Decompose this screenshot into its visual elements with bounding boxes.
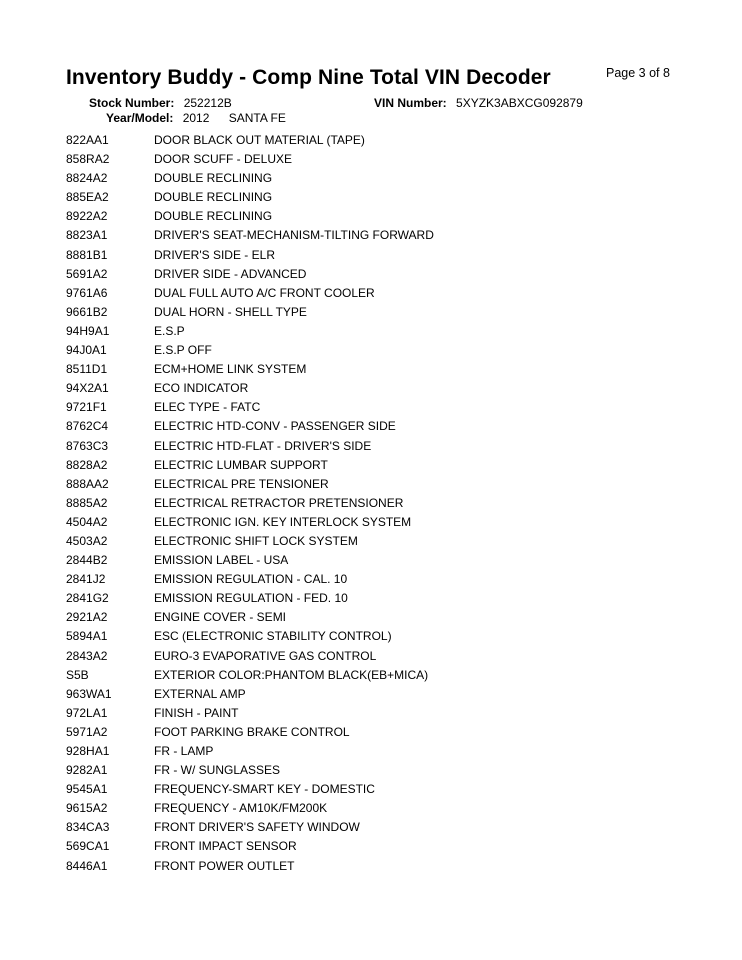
option-code: 8446A1: [66, 858, 108, 873]
list-item: [66, 150, 626, 169]
list-item: [66, 857, 626, 876]
option-code: 2843A2: [66, 648, 108, 663]
option-description: FR - LAMP: [154, 744, 214, 758]
option-code: 8762C4: [66, 419, 109, 434]
option-description: DOUBLE RECLINING: [154, 209, 273, 224]
option-code: 8763C3: [66, 438, 109, 453]
option-description: EXTERIOR COLOR:PHANTOM BLACK(EB+MICA): [154, 667, 429, 682]
list-item: [66, 437, 626, 456]
option-code: 2841G2: [66, 591, 109, 606]
stock-number-label: Stock Number:: [89, 96, 175, 110]
list-item: [66, 761, 626, 780]
vin-number-value: 5XYZK3ABXCG092879: [456, 96, 583, 110]
vin-number-label: VIN Number:: [374, 96, 447, 110]
list-item: [66, 207, 626, 226]
option-description: ELECTRIC LUMBAR SUPPORT: [154, 457, 328, 472]
option-code: 8828A2: [66, 457, 108, 472]
option-code: S5B: [66, 667, 89, 682]
option-description: FRONT IMPACT SENSOR: [154, 839, 297, 854]
list-item: [66, 799, 626, 818]
option-description: FREQUENCY-SMART KEY - DOMESTIC: [154, 782, 375, 797]
stock-number: [89, 96, 232, 110]
list-item: [66, 589, 626, 608]
option-code: 9761A6: [66, 285, 108, 300]
list-item: [66, 704, 626, 723]
option-code: 2921A2: [66, 610, 108, 625]
option-description: FOOT PARKING BRAKE CONTROL: [154, 724, 350, 739]
option-description: FRONT POWER OUTLET: [154, 858, 295, 873]
list-item: [66, 475, 626, 494]
list-item: [66, 780, 626, 799]
option-description: DUAL FULL AUTO A/C FRONT COOLER: [154, 285, 375, 300]
option-description: ELECTRIC HTD-CONV - PASSENGER SIDE: [154, 419, 396, 434]
option-description: ELECTRIC HTD-FLAT - DRIVER'S SIDE: [154, 438, 372, 453]
option-description: DOUBLE RECLINING: [154, 190, 273, 205]
option-description: DRIVER'S SEAT-MECHANISM-TILTING FORWARD: [154, 228, 434, 243]
list-item: [66, 398, 626, 417]
option-description: EMISSION REGULATION - FED. 10: [154, 591, 348, 606]
list-item: [66, 379, 626, 398]
option-code: 8823A1: [66, 228, 108, 243]
option-code: 8511D1: [66, 362, 108, 377]
option-code: 885EA2: [66, 190, 109, 205]
option-description: DOOR SCUFF - DELUXE: [154, 152, 293, 167]
option-code: 888AA2: [66, 476, 109, 491]
option-description: DUAL HORN - SHELL TYPE: [154, 304, 307, 319]
option-code: 8885A2: [66, 495, 108, 510]
option-code: 5894A1: [66, 629, 108, 644]
year-value: 2012: [182, 111, 210, 125]
list-item: [66, 570, 626, 589]
option-code: 8824A2: [66, 171, 108, 186]
option-description: ELECTRONIC SHIFT LOCK SYSTEM: [154, 533, 358, 548]
option-code: 5691A2: [66, 266, 108, 281]
option-code: 822AA1: [66, 133, 109, 147]
list-item: [66, 685, 626, 704]
option-code: 858RA2: [66, 152, 110, 167]
option-code: 2844B2: [66, 553, 108, 568]
page-number: Page 3 of 8: [606, 66, 670, 80]
option-code: 9615A2: [66, 801, 108, 816]
option-code: 94J0A1: [66, 343, 107, 358]
list-item: [66, 837, 626, 856]
year-model-label: Year/Model:: [106, 111, 174, 125]
option-code: 928HA1: [66, 744, 110, 758]
list-item: [66, 627, 626, 646]
year-model: [106, 111, 286, 125]
list-item: [66, 532, 626, 551]
option-code: 8922A2: [66, 209, 108, 224]
option-description: ENGINE COVER - SEMI: [154, 610, 287, 625]
option-description: DRIVER'S SIDE - ELR: [154, 247, 275, 262]
option-description: ESC (ELECTRONIC STABILITY CONTROL): [154, 629, 392, 644]
option-code: 9545A1: [66, 782, 108, 797]
option-description: DOOR BLACK OUT MATERIAL (TAPE): [154, 133, 365, 147]
option-description: FR - W/ SUNGLASSES: [154, 763, 281, 778]
option-description: EXTERNAL AMP: [154, 686, 246, 701]
option-code: 2841J2: [66, 572, 106, 587]
list-item: [66, 551, 626, 570]
option-description: EURO-3 EVAPORATIVE GAS CONTROL: [154, 648, 377, 663]
list-item: [66, 513, 626, 532]
option-code: 4503A2: [66, 533, 108, 548]
list-item: [66, 246, 626, 265]
option-description: FREQUENCY - AM10K/FM200K: [154, 801, 328, 816]
report-title: Inventory Buddy - Comp Nine Total VIN Decoder: [66, 66, 551, 89]
option-code: 9661B2: [66, 304, 108, 319]
list-item: [66, 494, 626, 513]
option-description: ELECTRONIC IGN. KEY INTERLOCK SYSTEM: [154, 514, 412, 529]
list-item: [66, 322, 626, 341]
list-item: [66, 818, 626, 837]
option-description: DRIVER SIDE - ADVANCED: [154, 266, 307, 281]
list-item: [66, 647, 626, 666]
option-list: [66, 131, 626, 876]
list-item: [66, 360, 626, 379]
list-item: [66, 417, 626, 436]
list-item: [66, 723, 626, 742]
list-item: [66, 284, 626, 303]
list-item: [66, 608, 626, 627]
model-value: SANTA FE: [228, 111, 286, 125]
vin-number: [374, 96, 583, 110]
stock-number-value: 252212B: [183, 96, 232, 110]
option-description: E.S.P: [154, 323, 185, 338]
list-item: [66, 169, 626, 188]
list-item: [66, 265, 626, 284]
option-code: 8881B1: [66, 247, 108, 262]
option-code: 9282A1: [66, 763, 108, 778]
option-description: FINISH - PAINT: [154, 705, 239, 720]
option-description: ELEC TYPE - FATC: [154, 400, 261, 415]
list-item: [66, 226, 626, 245]
option-code: 94H9A1: [66, 323, 110, 338]
list-item: [66, 341, 626, 360]
list-item: [66, 742, 626, 761]
list-item: [66, 188, 626, 207]
list-item: [66, 303, 626, 322]
option-description: FRONT DRIVER'S SAFETY WINDOW: [154, 820, 360, 835]
option-description: ELECTRICAL RETRACTOR PRETENSIONER: [154, 495, 404, 510]
option-code: 963WA1: [66, 686, 112, 701]
option-code: 4504A2: [66, 514, 108, 529]
list-item: [66, 456, 626, 475]
option-description: EMISSION REGULATION - CAL. 10: [154, 572, 348, 587]
option-description: ECO INDICATOR: [154, 381, 249, 396]
option-code: 972LA1: [66, 705, 108, 720]
option-description: E.S.P OFF: [154, 343, 212, 358]
option-code: 834CA3: [66, 820, 110, 835]
option-description: ELECTRICAL PRE TENSIONER: [154, 476, 329, 491]
list-item: [66, 131, 626, 150]
option-description: DOUBLE RECLINING: [154, 171, 273, 186]
list-item: [66, 666, 626, 685]
option-code: 9721F1: [66, 400, 107, 415]
option-description: EMISSION LABEL - USA: [154, 553, 289, 568]
option-code: 94X2A1: [66, 381, 109, 396]
option-code: 5971A2: [66, 724, 108, 739]
option-description: ECM+HOME LINK SYSTEM: [154, 362, 307, 377]
option-code: 569CA1: [66, 839, 110, 854]
